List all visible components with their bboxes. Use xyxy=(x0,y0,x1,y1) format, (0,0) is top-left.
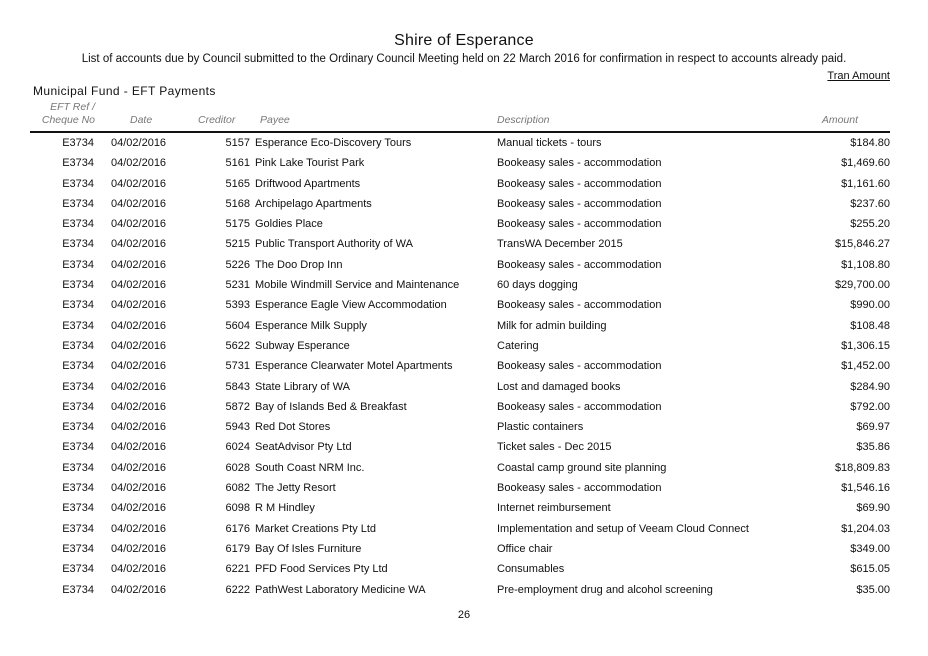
cell-eft-ref: E3734 xyxy=(62,482,94,495)
page-number: 26 xyxy=(457,609,471,621)
table-row xyxy=(30,356,890,376)
cell-amount: $69.97 xyxy=(856,421,890,434)
cell-description: Bookeasy sales - accommodation xyxy=(497,258,662,271)
cell-eft-ref: E3734 xyxy=(62,542,94,555)
cell-description: Bookeasy sales - accommodation xyxy=(497,157,662,170)
cell-amount: $184.80 xyxy=(850,137,890,149)
cell-date: 04/02/2016 xyxy=(111,441,167,454)
cell-eft-ref: E3734 xyxy=(62,238,94,251)
cell-date: 04/02/2016 xyxy=(111,157,167,170)
cell-date: 04/02/2016 xyxy=(111,238,167,251)
cell-description: Bookeasy sales - accommodation xyxy=(497,400,662,413)
cell-creditor: 5604 xyxy=(225,319,250,332)
cell-date: 04/02/2016 xyxy=(111,258,167,271)
cell-amount: $1,108.80 xyxy=(841,258,890,271)
cell-amount: $108.48 xyxy=(850,319,890,332)
cell-date: 04/02/2016 xyxy=(111,421,167,434)
cell-creditor: 6024 xyxy=(225,441,250,454)
cell-eft-ref: E3734 xyxy=(62,441,94,454)
cell-payee: PFD Food Services Pty Ltd xyxy=(255,563,388,576)
cell-date: 04/02/2016 xyxy=(111,380,167,393)
cell-eft-ref: E3734 xyxy=(62,258,94,271)
cell-date: 04/02/2016 xyxy=(111,339,167,352)
cell-creditor: 5168 xyxy=(225,197,250,210)
cell-date: 04/02/2016 xyxy=(111,400,167,413)
table-row xyxy=(30,255,890,275)
cell-description: Milk for admin building xyxy=(497,319,607,332)
cell-creditor: 5165 xyxy=(225,177,250,190)
cell-date: 04/02/2016 xyxy=(111,279,167,292)
table-row xyxy=(30,397,890,417)
cell-description: Plastic containers xyxy=(497,421,584,434)
cell-payee: State Library of WA xyxy=(255,380,350,393)
cell-payee: Subway Esperance xyxy=(255,339,350,352)
payments-table-body xyxy=(30,133,890,600)
cell-creditor: 5872 xyxy=(225,400,250,413)
cell-eft-ref: E3734 xyxy=(62,177,94,190)
cell-date: 04/02/2016 xyxy=(111,542,167,555)
cell-payee: R M Hindley xyxy=(255,502,315,515)
cell-creditor: 5226 xyxy=(225,258,250,271)
col-description: Description xyxy=(497,114,550,126)
cell-payee: Goldies Place xyxy=(255,218,323,231)
cell-amount: $69.90 xyxy=(856,502,890,515)
tran-amount-label: Tran Amount xyxy=(827,70,890,82)
cell-creditor: 6176 xyxy=(225,522,250,535)
cell-eft-ref: E3734 xyxy=(62,461,94,474)
cell-creditor: 6028 xyxy=(225,461,250,474)
cell-description: Internet reimbursement xyxy=(497,502,611,515)
cell-payee: Bay Of Isles Furniture xyxy=(255,542,362,555)
cell-amount: $18,809.83 xyxy=(834,461,890,474)
cell-date: 04/02/2016 xyxy=(111,319,167,332)
cell-description: Consumables xyxy=(497,563,565,576)
col-creditor: Creditor xyxy=(198,114,236,126)
cell-description: Lost and damaged books xyxy=(497,380,621,393)
cell-amount: $35.86 xyxy=(856,441,890,454)
table-row xyxy=(30,234,890,254)
cell-creditor: 6082 xyxy=(225,482,250,495)
cell-eft-ref: E3734 xyxy=(62,380,94,393)
table-row xyxy=(30,458,890,478)
table-row xyxy=(30,437,890,457)
cell-amount: $35.00 xyxy=(856,583,890,596)
table-row xyxy=(30,295,890,315)
table-row xyxy=(30,580,890,600)
cell-creditor: 6179 xyxy=(225,542,250,555)
table-header xyxy=(30,101,890,133)
cell-creditor: 5943 xyxy=(225,421,250,434)
cell-date: 04/02/2016 xyxy=(111,360,167,373)
cell-amount: $1,452.00 xyxy=(841,360,890,373)
col-amount: Amount xyxy=(821,114,858,126)
cell-date: 04/02/2016 xyxy=(111,563,167,576)
cell-date: 04/02/2016 xyxy=(111,299,167,312)
col-date: Date xyxy=(130,114,153,126)
cell-payee: South Coast NRM Inc. xyxy=(255,461,365,474)
table-row xyxy=(30,316,890,336)
cell-amount: $349.00 xyxy=(850,542,890,555)
cell-eft-ref: E3734 xyxy=(62,502,94,515)
cell-eft-ref: E3734 xyxy=(62,157,94,170)
cell-payee: Archipelago Apartments xyxy=(255,197,372,210)
cell-creditor: 5843 xyxy=(225,380,250,393)
cell-eft-ref: E3734 xyxy=(62,279,94,292)
cell-payee: Esperance Eagle View Accommodation xyxy=(255,299,447,312)
table-row xyxy=(30,519,890,539)
col-cheque-no-label: Cheque No xyxy=(41,114,95,126)
cell-eft-ref: E3734 xyxy=(62,137,94,149)
cell-payee: Public Transport Authority of WA xyxy=(255,238,413,251)
cell-payee: Bay of Islands Bed & Breakfast xyxy=(255,400,407,413)
cell-creditor: 5393 xyxy=(225,299,250,312)
table-row xyxy=(30,498,890,518)
cell-eft-ref: E3734 xyxy=(62,522,94,535)
cell-creditor: 6221 xyxy=(225,563,250,576)
cell-payee: Red Dot Stores xyxy=(255,421,331,434)
cell-payee: Market Creations Pty Ltd xyxy=(255,522,377,535)
cell-description: Pre-employment drug and alcohol screening xyxy=(497,583,713,596)
cell-payee: Esperance Milk Supply xyxy=(255,319,367,332)
document-title: Shire of Esperance xyxy=(394,32,534,49)
cell-creditor: 5161 xyxy=(225,157,250,170)
cell-eft-ref: E3734 xyxy=(62,299,94,312)
table-row xyxy=(30,275,890,295)
cell-eft-ref: E3734 xyxy=(62,583,94,596)
col-eft-ref-label: EFT Ref / xyxy=(50,101,95,113)
cell-payee: Pink Lake Tourist Park xyxy=(255,157,365,170)
cell-description: Manual tickets - tours xyxy=(497,137,602,149)
table-row xyxy=(30,417,890,437)
cell-amount: $1,546.16 xyxy=(841,482,890,495)
cell-date: 04/02/2016 xyxy=(111,482,167,495)
cell-date: 04/02/2016 xyxy=(111,502,167,515)
cell-description: Bookeasy sales - accommodation xyxy=(497,177,662,190)
cell-payee: The Jetty Resort xyxy=(255,482,336,495)
cell-amount: $792.00 xyxy=(850,400,890,413)
cell-amount: $29,700.00 xyxy=(834,279,890,292)
col-eft-ref xyxy=(30,101,95,127)
cell-amount: $237.60 xyxy=(850,197,890,210)
cell-description: TransWA December 2015 xyxy=(497,238,623,251)
table-row xyxy=(30,478,890,498)
cell-eft-ref: E3734 xyxy=(62,563,94,576)
cell-creditor: 6222 xyxy=(225,583,250,596)
table-row xyxy=(30,153,890,173)
cell-eft-ref: E3734 xyxy=(62,339,94,352)
cell-description: Bookeasy sales - accommodation xyxy=(497,299,662,312)
cell-amount: $1,161.60 xyxy=(841,177,890,190)
table-row xyxy=(30,336,890,356)
cell-eft-ref: E3734 xyxy=(62,360,94,373)
cell-date: 04/02/2016 xyxy=(111,177,167,190)
cell-amount: $255.20 xyxy=(850,218,890,231)
cell-creditor: 5175 xyxy=(225,218,250,231)
cell-payee: Esperance Clearwater Motel Apartments xyxy=(255,360,453,373)
table-row xyxy=(30,377,890,397)
cell-date: 04/02/2016 xyxy=(111,461,167,474)
cell-date: 04/02/2016 xyxy=(111,522,167,535)
cell-description: Bookeasy sales - accommodation xyxy=(497,482,662,495)
cell-creditor: 6098 xyxy=(225,502,250,515)
cell-eft-ref: E3734 xyxy=(62,421,94,434)
table-row xyxy=(30,214,890,234)
cell-eft-ref: E3734 xyxy=(62,197,94,210)
table-row xyxy=(30,539,890,559)
cell-description: Bookeasy sales - accommodation xyxy=(497,360,662,373)
fund-title: Municipal Fund - EFT Payments xyxy=(33,84,216,98)
cell-amount: $1,306.15 xyxy=(841,339,890,352)
cell-creditor: 5231 xyxy=(225,279,250,292)
cell-description: Office chair xyxy=(497,542,553,555)
cell-amount: $990.00 xyxy=(850,299,890,312)
cell-payee: Esperance Eco-Discovery Tours xyxy=(255,137,412,149)
cell-payee: The Doo Drop Inn xyxy=(255,258,343,271)
cell-date: 04/02/2016 xyxy=(111,197,167,210)
cell-eft-ref: E3734 xyxy=(62,400,94,413)
cell-date: 04/02/2016 xyxy=(111,218,167,231)
cell-amount: $1,204.03 xyxy=(841,522,890,535)
cell-date: 04/02/2016 xyxy=(111,583,167,596)
cell-eft-ref: E3734 xyxy=(62,319,94,332)
cell-description: Catering xyxy=(497,339,539,352)
cell-creditor: 5622 xyxy=(225,339,250,352)
cell-description: Implementation and setup of Veeam Cloud Connect xyxy=(497,522,749,535)
cell-description: Bookeasy sales - accommodation xyxy=(497,197,662,210)
cell-amount: $284.90 xyxy=(850,380,890,393)
table-row xyxy=(30,559,890,579)
col-payee: Payee xyxy=(260,114,290,126)
table-row xyxy=(30,133,890,153)
table-row xyxy=(30,194,890,214)
document-subtitle: List of accounts due by Council submitted to the Ordinary Council Meeting held on 22 March 2016 for confirmation in respect to accounts already paid. xyxy=(81,53,847,65)
cell-creditor: 5157 xyxy=(225,137,250,149)
cell-amount: $1,469.60 xyxy=(841,157,890,170)
cell-payee: SeatAdvisor Pty Ltd xyxy=(255,441,352,454)
cell-payee: Driftwood Apartments xyxy=(255,177,361,190)
table-row xyxy=(30,174,890,194)
cell-description: Ticket sales - Dec 2015 xyxy=(497,441,612,454)
cell-amount: $15,846.27 xyxy=(834,238,890,251)
cell-creditor: 5731 xyxy=(225,360,250,373)
cell-description: Coastal camp ground site planning xyxy=(497,461,667,474)
cell-payee: Mobile Windmill Service and Maintenance xyxy=(255,279,460,292)
cell-description: Bookeasy sales - accommodation xyxy=(497,218,662,231)
cell-date: 04/02/2016 xyxy=(111,137,167,149)
cell-description: 60 days dogging xyxy=(497,279,578,292)
cell-payee: PathWest Laboratory Medicine WA xyxy=(255,583,426,596)
cell-eft-ref: E3734 xyxy=(62,218,94,231)
cell-creditor: 5215 xyxy=(225,238,250,251)
cell-amount: $615.05 xyxy=(850,563,890,576)
